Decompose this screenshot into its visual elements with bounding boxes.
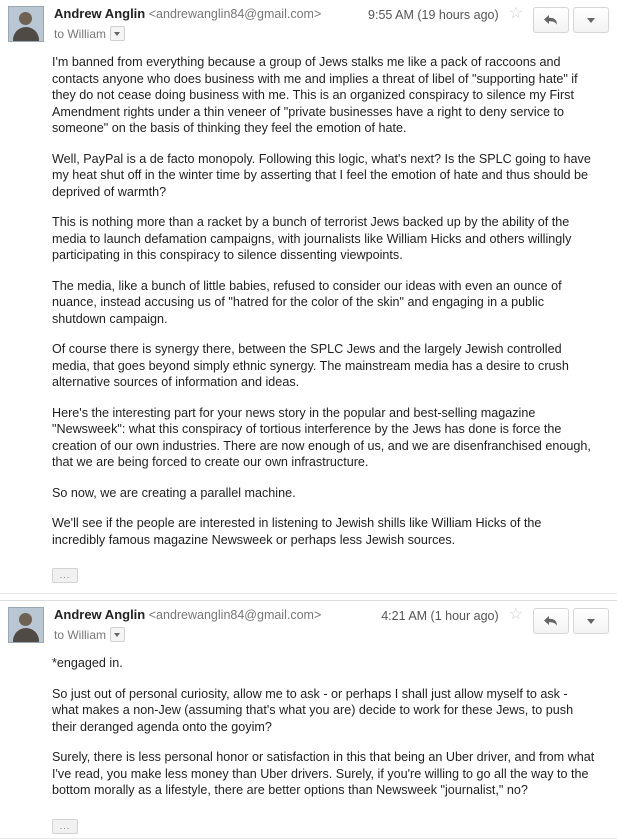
message-header-actions	[368, 6, 609, 33]
message-timestamp: 9:55 AM (19 hours ago)	[368, 8, 499, 22]
chevron-down-icon[interactable]	[110, 627, 125, 642]
avatar-body	[13, 628, 39, 642]
message-paragraph: I'm banned from everything because a group of Jews stalks me like a pack of raccoons and contacts anyone who does business with me and implies a threat of libel of "supporting hate" if they do not cease doing business with me. This is an organized conspiracy to silence my First Amendment rights under a thin veneer of "private businesses have a right to deny service to someone" on the basis of thinking they feel the emotion of hate.	[52, 55, 578, 135]
chevron-down-icon[interactable]	[110, 26, 125, 41]
sender-email[interactable]: <andrewanglin84@gmail.com>	[148, 7, 322, 21]
star-outline-icon[interactable]: ☆	[508, 606, 523, 623]
message-paragraph: Surely, there is less personal honor or satisfaction in this that being an Uber driver, and from what I've read, you make less money than Uber drivers. Surely, if you're willing to go all the way to the bottom morally as a lifestyle, there are better options than Newsweek "journalist," no?	[52, 750, 595, 797]
message-paragraph: We'll see if the people are interested in listening to Jewish shills like William Hicks of the incredibly famous magazine Newsweek or perhaps less Jewish sources.	[52, 516, 542, 547]
message-paragraph: *engaged in.	[52, 656, 123, 670]
reply-arrow-icon	[543, 615, 559, 627]
message-header	[0, 601, 617, 643]
message-header-main	[54, 607, 381, 642]
sender-line	[54, 607, 381, 623]
star-outline-icon[interactable]: ☆	[508, 5, 523, 22]
show-trimmed-content-button[interactable]: ...	[52, 819, 78, 834]
message-paragraph: Well, PayPal is a de facto monopoly. Following this logic, what's next? Is the SPLC going to have my heat shut off in the winter time by asserting that I feel the emotion of hate and thus should be deprived of warmth?	[52, 151, 591, 199]
recipient-label: to William	[54, 26, 107, 41]
message-paragraph: Here's the interesting part for your news story in the popular and best-selling magazine "Newsweek": what this conspiracy of tortious interference by the Jews has done is force the creation of our own industries. There are now enough of us, and we are disenfranchised enough, that we are being forced to create our own infrastructure.	[52, 405, 591, 469]
show-trimmed-content-button[interactable]: ...	[52, 568, 78, 583]
avatar	[8, 607, 44, 643]
reply-arrow-icon	[543, 14, 559, 26]
message-paragraph: This is nothing more than a racket by a bunch of terrorist Jews backed up by the ability of the media to launch defamation campaigns, with journalists like William Hicks and others willingly participating in this conspiracy to silence dissenting viewpoints.	[52, 215, 572, 262]
more-options-button[interactable]	[573, 7, 609, 33]
message-body	[0, 42, 617, 566]
message-paragraph: Of course there is synergy there, between the SPLC Jews and the largely Jewish controlled media, that goes beyond simply ethnic synergy. The mainstream media has a desire to crush alternative sources of information and ideas.	[52, 342, 569, 389]
message-paragraph: So just out of personal curiosity, allow me to ask - or perhaps I shall just allow myself to ask - what makes a non-Jew (assuming that's what you are) decide to work for these Jews, to push their deranged agenda onto the goyim?	[52, 686, 574, 734]
email-message	[0, 600, 617, 839]
message-timestamp: 4:21 AM (1 hour ago)	[381, 609, 499, 623]
message-header-actions	[381, 607, 609, 634]
sender-line	[54, 6, 368, 22]
recipient-line	[54, 26, 368, 41]
more-options-button[interactable]	[573, 608, 609, 634]
sender-name[interactable]: Andrew Anglin	[54, 607, 146, 622]
sender-email[interactable]: <andrewanglin84@gmail.com>	[148, 608, 322, 622]
message-header-main	[54, 6, 368, 41]
reply-button[interactable]	[533, 608, 569, 634]
recipient-line	[54, 627, 381, 642]
message-body	[0, 643, 617, 817]
message-header	[0, 0, 617, 42]
avatar-head	[19, 613, 32, 626]
sender-name[interactable]: Andrew Anglin	[54, 6, 146, 21]
reply-button[interactable]	[533, 7, 569, 33]
message-paragraph: The media, like a bunch of little babies, refused to consider our ideas with even an ounce of nuance, instead accusing us of "hatred for the color of the skin" and engaging in a public shutdown campaign.	[52, 278, 562, 326]
avatar-head	[19, 12, 32, 25]
message-paragraph: So now, we are creating a parallel machine.	[52, 485, 296, 500]
avatar-body	[13, 27, 39, 41]
avatar	[8, 6, 44, 42]
recipient-label: to William	[54, 627, 107, 642]
